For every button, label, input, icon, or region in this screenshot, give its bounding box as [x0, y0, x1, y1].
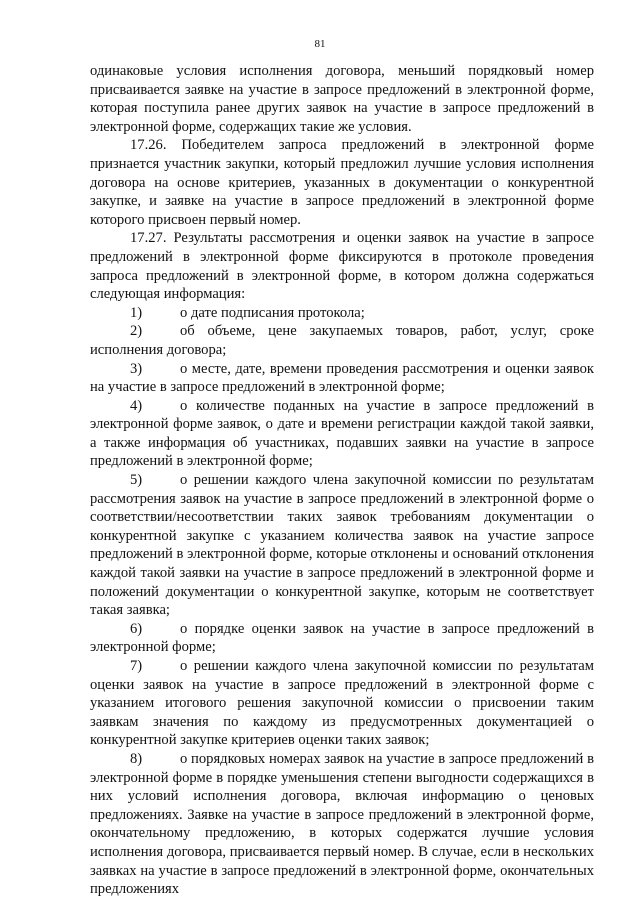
- list-item-number: 6): [130, 620, 143, 637]
- list-item-number: 2): [130, 323, 143, 340]
- list-item: [90, 750, 594, 899]
- list-item-text: о месте, дате, времени проведения рассмотрения и оценки заявок на участие в запросе предложений в электронной форме;: [90, 360, 594, 396]
- page-number: 81: [314, 38, 326, 50]
- paragraph-continuation: одинаковые условия исполнения договора, меньший порядковый номер присваивается заявке на участие в запросе предложений в электронной форме, которая поступила ранее других заявок на участие в запросе предложений в электронной форме, содержащих такие же условия.: [90, 63, 594, 135]
- list-item: [90, 322, 594, 359]
- list-item-number: 7): [130, 658, 143, 674]
- list-item: [90, 471, 594, 620]
- list-item: [90, 620, 594, 657]
- list-item-text: о порядке оценки заявок на участие в запросе предложений в электронной форме;: [90, 620, 594, 656]
- list-item-text: об объеме, цене закупаемых товаров, работ, услуг, сроке исполнения договора;: [90, 323, 594, 358]
- list-item-text: о решении каждого члена закупочной комиссии по результатам рассмотрения заявок на участие в запросе предложений в электронной форме о соответствии/несоответствии таких заявок требованиям документации о конкурентной закупке с указанием количества заявок на участие запросе предложений в электронной форме, которые отклонены и оснований отклонения каждой такой заявки на участие в запросе предложений в электронной форме и положений документации о конкурентной закупке, которым не соответствует такая заявка;: [90, 472, 594, 619]
- document-body: [90, 62, 594, 899]
- paragraph-17-26: 17.26. Победителем запроса предложений в электронной форме признается участник закупки, который предложил лучшие условия исполнения договора на основе критериев, указанных в документации о конкурентной закупке, и заявке на участие в запросе предложений в электронной форме которого присвоен первый номер.: [90, 137, 594, 228]
- list-item-number: 5): [130, 472, 143, 489]
- list-item-text: о порядковых номерах заявок на участие в запросе предложений в электронной форме в порядке уменьшения степени выгодности содержащихся в них условий исполнения договора, включая информацию о ценовых предложениях. Заявке на участие в запросе предложений в электронной форме, окончательному предложению, в которых содержатся лучшие условия исполнения договора, присваивается первый номер. В случае, если в нескольких заявках на участие в запросе предложений в электронной форме, окончательных предложениях: [90, 750, 594, 898]
- list-item-number: 8): [130, 750, 143, 767]
- list-item-text: о количестве поданных на участие в запросе предложений в электронной форме заявок, о дате и времени регистрации каждой такой заявки, а также информация об участниках, подавших заявки на участие в запросе предложений в электронной форме;: [90, 397, 594, 470]
- list-item: [90, 360, 594, 397]
- list-item: [90, 397, 594, 471]
- list-item-number: 3): [130, 360, 143, 377]
- paragraph-17-27: 17.27. Результаты рассмотрения и оценки заявок на участие в запросе предложений в электронной форме фиксируются в протоколе проведения запроса предложений в электронной форме, в котором должна содержаться следующая информация:: [90, 230, 594, 303]
- list-item: [90, 304, 594, 323]
- list-item-text: о решении каждого члена закупочной комиссии по результатам оценки заявок на участие в запросе предложений в электронной форме с указанием итогового решения закупочной комиссии о присвоении таким заявкам значения по каждому из предусмотренных документацией о конкурентной закупке критериев оценки таких заявок;: [90, 658, 594, 749]
- list-item: [90, 657, 594, 750]
- list-item-number: 1): [130, 304, 143, 321]
- list-item-text: о дате подписания протокола;: [180, 304, 365, 321]
- list-item-number: 4): [130, 397, 143, 414]
